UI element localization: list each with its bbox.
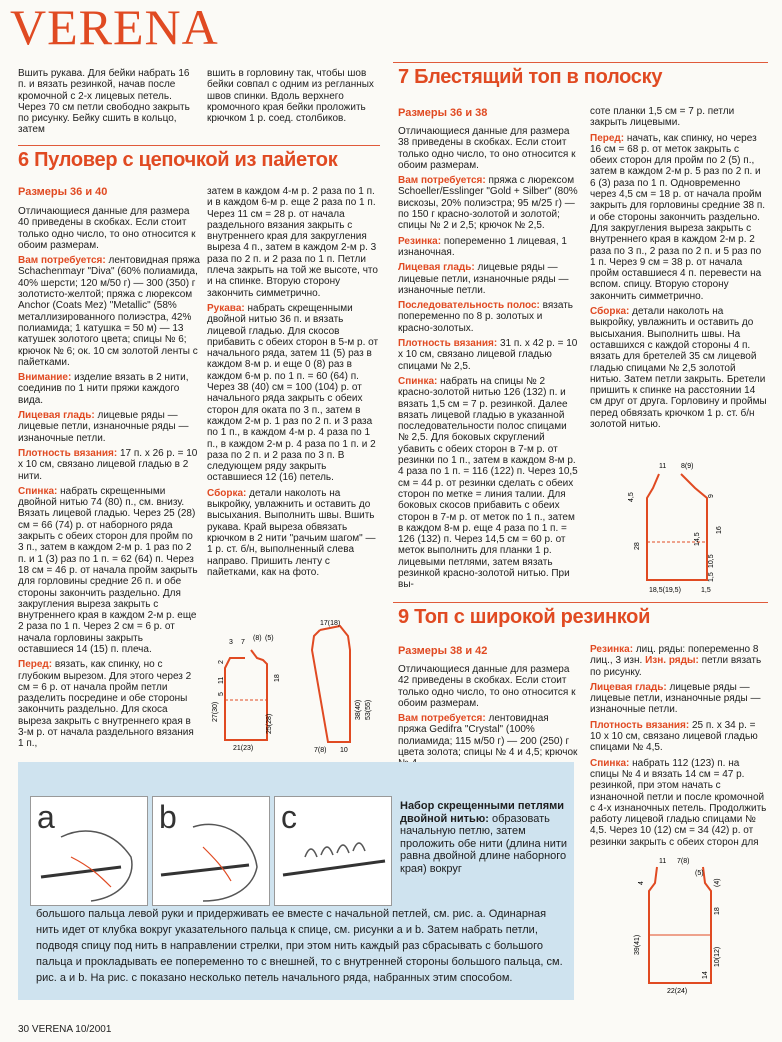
top-outline bbox=[649, 867, 711, 983]
section9-back-heading: Спинка: bbox=[590, 757, 630, 769]
label: 7 bbox=[241, 639, 245, 646]
section6-density-heading: Плотность вязания: bbox=[18, 447, 118, 459]
section7-stitch-heading: Лицевая гладь: bbox=[398, 262, 475, 274]
section6-front-heading: Перед: bbox=[18, 659, 53, 671]
section9-density-heading: Плотность вязания: bbox=[590, 719, 690, 731]
brand-logo: VERENA bbox=[10, 0, 219, 55]
section6-divider bbox=[18, 145, 380, 146]
label: 10,5 bbox=[708, 554, 715, 568]
section7-column1 bbox=[398, 126, 578, 595]
label: 7(8) bbox=[314, 747, 327, 754]
label: 25(28) bbox=[266, 713, 273, 734]
section9-wrong-rows-heading: Изн. ряды: bbox=[645, 655, 699, 667]
section9-title: 9 Топ с широкой резинкой bbox=[398, 606, 651, 628]
label: 10 bbox=[340, 747, 348, 754]
illustration-panel-b bbox=[152, 796, 270, 906]
label: 4 bbox=[638, 881, 645, 885]
section9-back: Спинка: набрать 112 (123) п. на спицы № 4 и вязать 14 см = 47 р. резинкой, при этом начать с изнаночной петли и после кромочной с 4-х изнаночных петель. Продолжить работу лицевой гладью спицами № 4,5. Через 10 (12) см = 34 (42) р. от резинки закрыть с обеих сторон для bbox=[590, 757, 767, 848]
section9-divider bbox=[393, 602, 768, 603]
label: 11 bbox=[659, 858, 667, 865]
label: (5) bbox=[265, 635, 274, 642]
illustration-panel-a bbox=[30, 796, 148, 906]
illustration-panel-c bbox=[274, 796, 392, 906]
section6-column2 bbox=[207, 186, 379, 582]
label: 4,5 bbox=[628, 492, 635, 502]
cast-on-lead: образовать начальную петлю, затем проложить обе нити (длина нити равна двойной длине наборного края) вокруг bbox=[400, 812, 568, 875]
section7-rib: Резинка: попеременно 1 лицевая, 1 изнаночная. bbox=[398, 235, 567, 258]
label: 7(8) bbox=[677, 858, 690, 865]
label: (4) bbox=[714, 878, 721, 887]
section6-front: Перед: вязать, как спинку, но с глубоким вырезом. Для этого через 2 см = 6 р. от начала пройм петли разделить посредине и обе стороны закончить раздельно. Для скоса выреза закрыть с внутреннего края в 3-м р. от начала раздельного вязания 1 п., bbox=[18, 659, 194, 750]
section7-sizes: Размеры 36 и 38 bbox=[398, 107, 488, 119]
section7-materials-heading: Вам потребуется: bbox=[398, 175, 486, 187]
section6-attention-heading: Внимание: bbox=[18, 372, 72, 384]
col2-intro-text: вшить в горловину так, чтобы шов бейки совпал с одним из регланных швов спинки. Вдоль верхнего кромочного края бейки проложить крючком 1 р. соед. столбиков. bbox=[207, 68, 374, 125]
top-outline bbox=[647, 474, 707, 580]
label: (5) bbox=[695, 870, 704, 877]
section6-sleeves: Рукава: набрать скрещенными двойной нитью 36 п. и вязать лицевой гладью. Для скосов прибавить с обеих сторон в 5-м р. от начального ряда, затем 11 (5) раз в каждом 8-м р. и еще 0 (8) раз в каждом 6-м р. по 1 п. = 60 (64) п. Через 38 (40) см = 100 (104) р. от начального ряда закрыть с обеих сторон для оката по 3 п., затем в каждом 2-м р. 1 раз по 2 п. и 3 раза по 1 п., в каждом 4-м р. 4 раза по 1 п., в каждом 2-м р. 4 раза по 1 п. и 2 раза по 2 п. и 2 раза по 3 п. В следующем ряду закрыть оставшиеся 12 (16) петель. bbox=[207, 302, 379, 484]
section7-assembly: Сборка: детали наколоть на выкройку, увлажнить и оставить до высыхания. Выполнить швы. На оставшихся с каждой стороны 4 п. вязать для бретелей 35 см лицевой гладью спицами № 2,5 золотой нитью. Затем петли закрыть. Бретели пришить к спинке на расстоянии 14 см друг от друга. Горловину и проймы перед обвязать крючком 1 р. ст. б/н золотой нитью. bbox=[590, 306, 767, 431]
section6-back: Спинка: набрать скрещенными двойной нитью 74 (80) п., см. внизу. Вязать лицевой гладью. Через 25 (28) см = 66 (74) р. от наборного ряда закрыть с обеих сторон для пройм по 3 п., затем в каждом 2-м р. 1 раз по 2 п. и 1 (3) раз по 1 п. = 62 (64) п. Через 18 см = 46 р. от начала пройм закрыть для горловины средние 26 п. и обе стороны закончить раздельно. Для закругления выреза закрыть с внутреннего края в каждом 2-м р. еще 2 раза по 1 п. Через 2 см = 6 р. от начала горловины закрыть оставшиеся 14 (15) п. плеча. bbox=[18, 485, 198, 655]
section7-column2 bbox=[590, 106, 768, 434]
section7-sequence-heading: Последовательность полос: bbox=[398, 300, 540, 312]
section6-sizes: Размеры 36 и 40 bbox=[18, 186, 108, 198]
col1-intro-text: Вшить рукава. Для бейки набрать 16 п. и вязать резинкой, начав после кромочной с 2-х лицевых петель. Через 70 см петли свободно закрыть по рисунку. Бейку сшить в кольцо, затем bbox=[18, 68, 190, 136]
section9-sizes: Размеры 38 и 42 bbox=[398, 645, 488, 657]
section7-rib-heading: Резинка: bbox=[398, 235, 442, 247]
section9-column1 bbox=[398, 664, 578, 774]
label: 14,5 bbox=[694, 532, 701, 546]
section7-assembly-heading: Сборка: bbox=[590, 306, 630, 318]
section6-intro: Отличающиеся данные для размера 40 приведены в скобках. Если стоит только одно число, то оно относится к обоим размерам. bbox=[18, 206, 196, 251]
sleeve-outline bbox=[312, 626, 350, 742]
label: 38(40) bbox=[355, 699, 362, 720]
section6-continued: затем в каждом 4-м р. 2 раза по 1 п. и в каждом 6-м р. еще 2 раза по 1 п. Через 11 см = 28 р. от начала раздельного вязания закрыть с внутреннего края для закругления выреза 4 п., затем в каждом 2-м р. 3 раза по 2 п. и 2 раза по 1 п. Петли плеча закрыть на той же высоте, что и на спинке. Вторую сторону закончить симметрично. bbox=[207, 186, 378, 299]
section7-continued: соте планки 1,5 см = 7 р. петли закрыть лицевыми. bbox=[590, 106, 735, 129]
label: 11 bbox=[218, 676, 225, 684]
section7-density: Плотность вязания: 31 п. x 42 р. = 10 x 10 см, связано лицевой гладью спицами № 2,5. bbox=[398, 338, 578, 372]
label: 16 bbox=[716, 526, 723, 534]
label: 21(23) bbox=[233, 745, 254, 752]
section7-density-heading: Плотность вязания: bbox=[398, 338, 498, 350]
section6-materials: Вам потребуется: лентовидная пряжа Schachenmayr "Diva" (60% полиамида, 40% шерсти; 120 м/50 г) — 300 (350) г золотисто-желтой; пряжа с люрексом Anchor (Coats Mez) "Metallic" (58% металлизированного полиэстра, 42% полиамида; 1 катушка = 50 м) — 13 катушек золотого цвета; спицы № 6; крючок № 6; ок. 10 см золотой ленты с пайетками. bbox=[18, 255, 200, 368]
section6-back-heading: Спинка: bbox=[18, 485, 58, 497]
label: 9 bbox=[708, 494, 715, 498]
section9-column2 bbox=[590, 644, 768, 852]
col1-intro bbox=[18, 68, 198, 140]
section7-front-heading: Перед: bbox=[590, 132, 625, 144]
section6-stitch: Лицевая гладь: лицевые ряды — лицевые петли, изнаночные ряды — изнаночные петли. bbox=[18, 410, 189, 444]
section7-sequence: Последовательность полос: вязать попеременно по 8 р. золотых и красно-золотых. bbox=[398, 300, 574, 334]
section6-column1 bbox=[18, 206, 200, 754]
label: 3 bbox=[229, 639, 233, 646]
ribbed-top-schematic bbox=[615, 855, 725, 997]
label: 53(55) bbox=[365, 699, 372, 720]
section6-sleeves-heading: Рукава: bbox=[207, 302, 245, 314]
panel-b-letter: b bbox=[159, 799, 177, 835]
pullover-sleeve-schematic bbox=[300, 620, 380, 755]
section6-materials-heading: Вам потребуется: bbox=[18, 255, 106, 267]
section6-assembly-heading: Сборка: bbox=[207, 487, 247, 499]
section7-back-heading: Спинка: bbox=[398, 375, 438, 387]
label: 2 bbox=[218, 660, 225, 664]
section9-rib: Резинка: лиц. ряды: попеременно 8 лиц., 3 изн. Изн. ряды: петли вязать по рисунку. bbox=[590, 644, 762, 678]
label: 18 bbox=[274, 674, 281, 682]
section7-stitch: Лицевая гладь: лицевые ряды — лицевые петли, изнаночные ряды — изнаночные петли. bbox=[398, 262, 569, 296]
section7-front: Перед: начать, как спинку, но через 16 см = 68 р. от меток закрыть с обеих сторон для пройм по 2 (5) п., затем в каждом 2-м р. 5 раз по 2 п. и 6 (3) раза по 1 п. Одновременно через 4,5 см = 18 р. от начала пройм закрыть для горловины средние 38 п. и обе стороны закончить раздельно. Для закругления выреза закрыть с внутреннего края в каждом 2-м р. 2 раза по 3 п., 2 раза по 2 п. и 5 раз по 1 п. Через 9 см = 38 р. от начала пройм оставшиеся 4 п. перевести на вспом. спицу. Вторую сторону закончить симметрично. bbox=[590, 132, 766, 302]
label: 27(30) bbox=[212, 701, 219, 722]
section6-density: Плотность вязания: 17 п. x 26 р. = 10 x 10 см, связано лицевой гладью в 2 нити. bbox=[18, 447, 198, 482]
striped-top-schematic bbox=[615, 458, 725, 596]
label: 17(18) bbox=[320, 620, 341, 627]
panel-c-letter: c bbox=[281, 799, 297, 835]
label: 1,5 bbox=[701, 587, 711, 594]
label: (8) bbox=[253, 635, 262, 642]
section9-density: Плотность вязания: 25 п. x 34 р. = 10 x 10 см, связано лицевой гладью спицами № 4,5. bbox=[590, 719, 758, 754]
label: 28 bbox=[634, 542, 641, 550]
section9-intro: Отличающиеся данные для размера 42 приведены в скобках. Если стоит только одно число, то оно относится к обоим размерам. bbox=[398, 664, 576, 709]
section6-attention: Внимание: изделие вязать в 2 нити, соединив по 1 нити пряжи каждого вида. bbox=[18, 372, 189, 406]
label: 22(24) bbox=[667, 988, 688, 995]
col2-intro bbox=[207, 68, 377, 128]
panel-a-letter: a bbox=[37, 799, 55, 835]
section6-assembly: Сборка: детали наколоть на выкройку, увлажнить и оставить до высыхания. Выполнить швы. Вшить рукава. Край выреза обвязать крючком в 2 нити "рачьим шагом" — 1 р. ст. б/н, выполненный слева направо. Пришить ленту с пайетками, как на фото. bbox=[207, 487, 376, 578]
page-footer: 30 VERENA 10/2001 bbox=[18, 1024, 112, 1035]
section7-back: Спинка: набрать на спицы № 2 красно-золотой нитью 126 (132) п. и вязать 1,5 см = 7 р. резинкой. Далее вязать лицевой гладью в указанной последовательности полос спицами № 2,5. Для боковых скруглений убавить с обеих сторон в 7-м р. от резинки по 1 п., затем в каждом 8-м р. 4 раза по 1 п. = 116 (122) п. Через 10,5 см = 44 р. от резинки сделать с обеих сторон по метке = линия талии. Для боковых скосов прибавить с обеих сторон в 7-м р. от меток по 1 п., затем в каждом 8-м р. еще 4 раза по 1 п. = 126 (132) п. Через 14,5 см = 60 р. от меток выполнить для планки 1 р. лицевыми петлями, затем вязать резинкой красно-золотой нитью. При вы- bbox=[398, 375, 578, 591]
body-outline bbox=[225, 650, 267, 740]
label: 10(12) bbox=[714, 946, 721, 967]
section7-materials: Вам потребуется: пряжа с люрексом Schoeller/Esslinger "Gold + Silber" (80% вискозы, 20% полиэстра; 95 м/25 г) — по 150 г красно-золотой и золотой; спицы № 2 и 2,5; крючок № 2,5. bbox=[398, 175, 578, 232]
section7-divider bbox=[393, 62, 768, 63]
section7-intro: Отличающиеся данные для размера 38 приведены в скобках. Если стоит только одно число, то оно относится к обоим размерам. bbox=[398, 126, 576, 171]
section9-rib-heading: Резинка: bbox=[590, 644, 634, 655]
label: 14 bbox=[702, 971, 709, 979]
label: 5 bbox=[218, 692, 225, 696]
label: 8(9) bbox=[681, 463, 694, 470]
pullover-body-schematic bbox=[205, 630, 295, 755]
label: 11 bbox=[659, 463, 667, 470]
cast-on-description bbox=[400, 800, 570, 875]
section9-stitch-heading: Лицевая гладь: bbox=[590, 681, 667, 693]
cast-on-heading: Набор скрещенными петлями двойной нитью: bbox=[400, 800, 565, 825]
section6-stitch-heading: Лицевая гладь: bbox=[18, 410, 95, 422]
label: 1,5 bbox=[708, 572, 715, 582]
cast-on-body: большого пальца левой руки и придерживать ее вместе с начальной петлей, см. рис. a. Одинарная нить идет от клубка вокруг указательного пальца к спице, см. рисунки a и b. Затем набрать петли, подводя спицу под нить в направлении стрелки, при этом нить каждый раз сбрасывать с большого пальца и прокладывать ее попеременно то с внешней, то с внутренней стороны большого пальца, см. рис. a и b. На рис. c показано несколько петель начального ряда, набранных этим способом. bbox=[36, 908, 563, 984]
section9-materials: Вам потребуется: лентовидная пряжа Gedifra "Crystal" (100% полиамида; 115 м/50 г) — 200 (250) г цвета золота; спицы № 4 и 4,5; крючок bbox=[398, 713, 578, 759]
section6-title: 6 Пуловер с цепочкой из пайеток bbox=[18, 149, 338, 171]
label: 18 bbox=[714, 907, 721, 915]
section9-stitch: Лицевая гладь: лицевые ряды — лицевые петли, изнаночные ряды — изнаночные петли. bbox=[590, 681, 761, 716]
section7-title: 7 Блестящий топ в полоску bbox=[398, 66, 663, 88]
section9-materials-heading: Вам потребуется: bbox=[398, 713, 486, 725]
label: 18,5(19,5) bbox=[649, 587, 681, 594]
label: 39(41) bbox=[634, 934, 641, 955]
